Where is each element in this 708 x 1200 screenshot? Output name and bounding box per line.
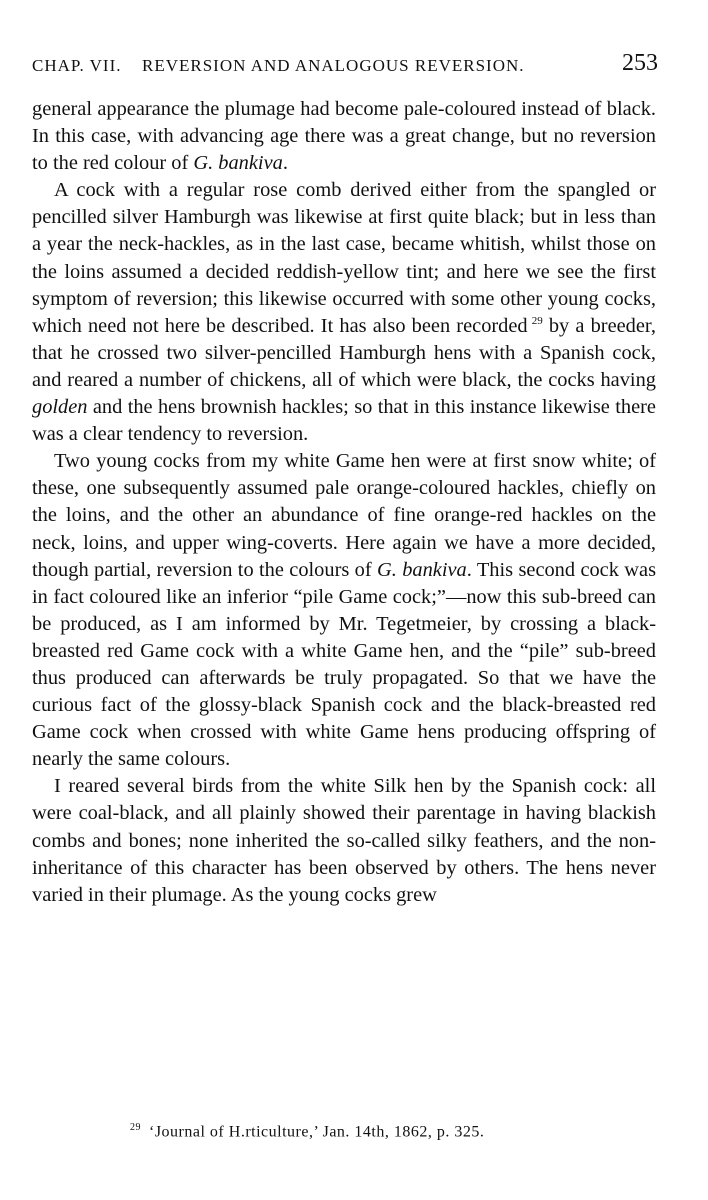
italic-species-name: G. bankiva xyxy=(377,558,467,581)
text-run: . xyxy=(282,152,288,175)
paragraph-2 xyxy=(32,177,656,448)
footnote-reference: 29 xyxy=(531,314,543,327)
page-number: 253 xyxy=(622,50,658,76)
footnote-text: ‘Journal of H.rticulture,’ Jan. 14th, 1862, p. 325. xyxy=(149,1123,485,1141)
text-run: Two young cocks from my white Game hen were at first snow white; of these, one subsequently assumed pale orange-coloured hackles, chiefly on the loins, and the other an abundance of fine orange-red hackles on the neck, loins, and upper wing-coverts. Here again we have a more decided, though partial, reversion to the colours of xyxy=(32,450,656,581)
paragraph-3 xyxy=(32,448,656,773)
italic-species-name: G. bankiva xyxy=(193,152,283,175)
footnote xyxy=(130,1122,650,1141)
chapter-label: CHAP. VII. xyxy=(32,56,122,75)
paragraph-1 xyxy=(32,96,656,177)
italic-word: golden xyxy=(32,396,88,419)
running-title: REVERSION AND ANALOGOUS REVERSION. xyxy=(142,56,525,75)
running-header xyxy=(32,50,660,84)
body-text xyxy=(32,96,656,909)
paragraph-4: I reared several birds from the white Silk hen by the Spanish cock: all were coal-black, and all plainly showed their parentage in having blackish combs and bones; none inherited the so-called silky feathers, and the non-inheritance of this character has been observed by others. The hens never varied in their plumage. As the young cocks grew xyxy=(32,775,656,906)
footnote-marker: 29 xyxy=(130,1122,141,1133)
text-run: A cock with a regular rose comb derived either from the spangled or pencilled silver Hamburgh was likewise at first quite black; but in less than a year the neck-hackles, as in the last case, became whitish, whilst those on the loins assumed a decided reddish-yellow tint; and here we see the first symptom of reversion; this likewise occurred with some other young cocks, which need not here be described. It has also been recorded xyxy=(32,179,656,337)
text-run: by a breeder, that he crossed two silver-pencilled Hamburgh hens with a Spanish cock, and reared a number of chickens, all of which were black, the cocks having xyxy=(32,314,656,391)
text-run: general appearance the plumage had become pale-coloured instead of black. In this case, with advancing age there was a great change, but no reversion to the red colour of xyxy=(32,98,656,175)
text-run: and the hens brownish hackles; so that in this instance likewise there was a clear tendency to reversion. xyxy=(32,396,656,446)
text-run: . This second cock was in fact coloured like an inferior “pile Game cock;”—now this sub-breed can be produced, as I am informed by Mr. Tegetmeier, by crossing a black-breasted red Game cock with a white Game hen, and the “pile” sub-breed thus produced can afterwards be truly propagated. So that we have the curious fact of the glossy-black Spanish cock and the black-breasted red Game cock when crossed with white Game hens producing offspring of nearly the same colours. xyxy=(32,558,657,771)
